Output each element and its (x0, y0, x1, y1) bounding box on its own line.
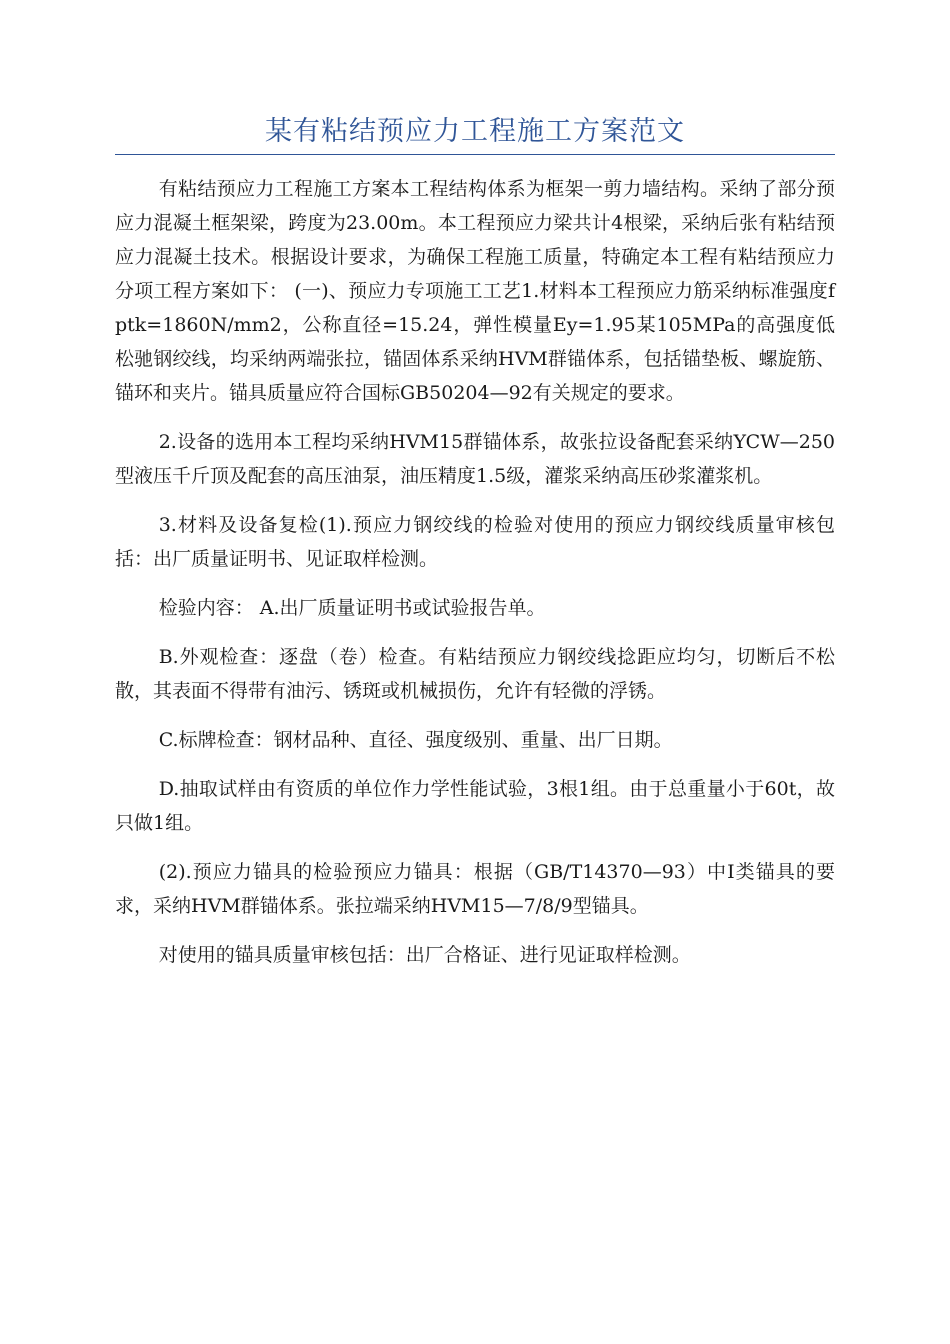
paragraph-3: 3.材料及设备复检(1).预应力钢绞线的检验对使用的预应力钢绞线质量审核包括：出厂质量证明书、见证取样检测。 (115, 514, 835, 570)
document-body (115, 172, 835, 987)
paragraph-8: (2).预应力锚具的检验预应力锚具：根据（GB/T14370—93）中I类锚具的要求，采纳HVM群锚体系。张拉端采纳HVM15—7/8/9型锚具。 (115, 861, 835, 917)
paragraph-6: C.标牌检查：钢材品种、直径、强度级别、重量、出厂日期。 (158, 729, 673, 751)
page-title: 某有粘结预应力工程施工方案范文 (265, 116, 685, 147)
paragraph-7: D.抽取试样由有资质的单位作力学性能试验，3根1组。由于总重量小于60t，故只做1组。 (115, 778, 835, 834)
paragraph-2: 2.设备的选用本工程均采纳HVM15群锚体系，故张拉设备配套采纳YCW—250型液压千斤顶及配套的高压油泵，油压精度1.5级，灌浆采纳高压砂浆灌浆机。 (115, 431, 835, 487)
paragraph-5: B.外观检查：逐盘（卷）检查。有粘结预应力钢绞线捻距应均匀，切断后不松散，其表面不得带有油污、锈斑或机械损伤，允许有轻微的浮锈。 (115, 646, 835, 702)
paragraph-9: 对使用的锚具质量审核包括：出厂合格证、进行见证取样检测。 (158, 944, 691, 966)
paragraph-1: 有粘结预应力工程施工方案本工程结构体系为框架一剪力墙结构。采纳了部分预应力混凝土框架梁，跨度为23.00m。本工程预应力梁共计4根梁，采纳后张有粘结预应力混凝土技术。根据设计要求，为确保工程施工质量，特确定本工程有粘结预应力分项工程方案如下： (一)、预应力专项施工工艺1.材料本工程预应力筋采纳标准强度fptk=1860N/mm2，公称直径=15.24，弹性模量Ey=1.95某105MPa的高强度低松驰钢绞线，均采纳两端张拉，锚固体系采纳HVM群锚体系，包括锚垫板、螺旋筋、锚环和夹片。锚具质量应符合国标GB50204—92有关规定的要求。 (115, 178, 835, 404)
title-underline (115, 154, 835, 155)
paragraph-4: 检验内容： A.出厂质量证明书或试验报告单。 (158, 597, 546, 619)
